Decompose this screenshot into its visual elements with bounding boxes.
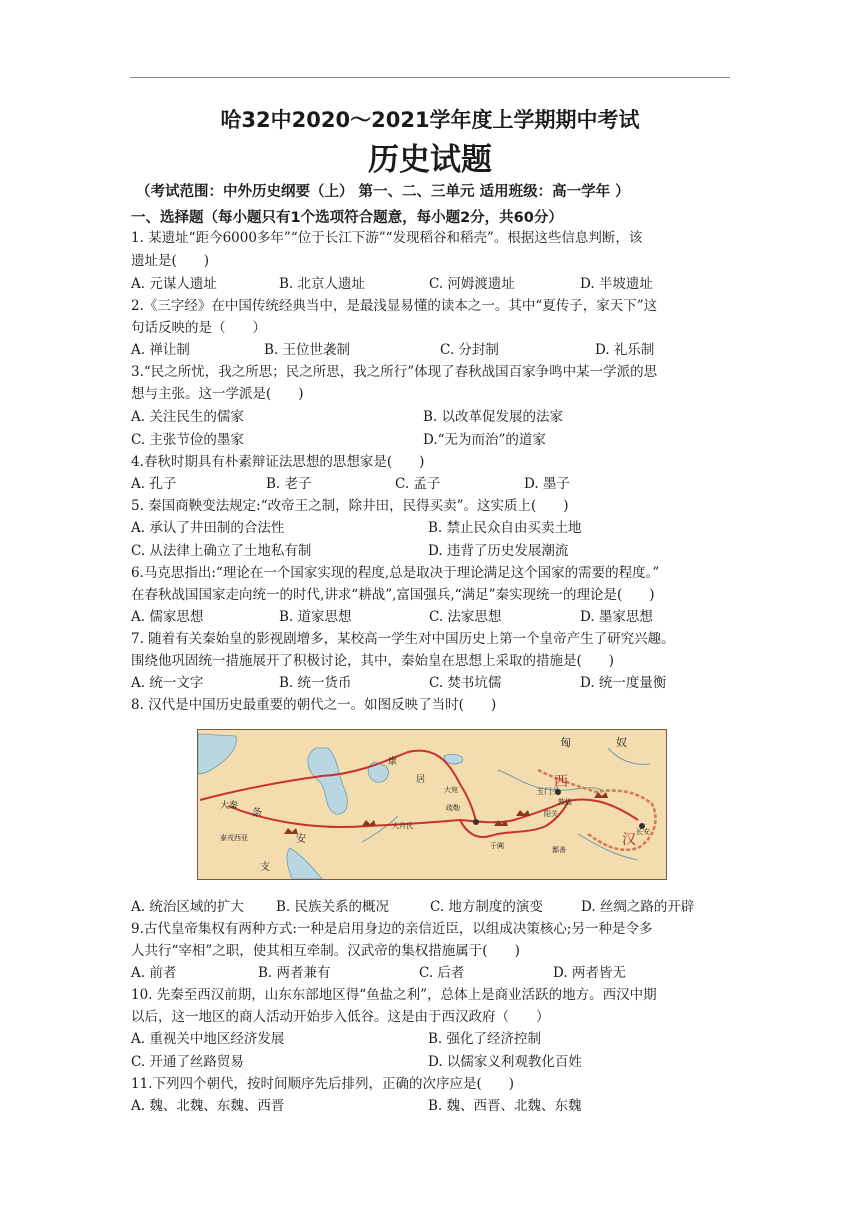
question-9-stem-line-2: 人共行“宰相”之职，使其相互牵制。汉武帝的集权措施属于( ) (131, 943, 520, 959)
question-1-option-a: A. 元谋人遗址 (131, 276, 217, 292)
question-10-option-b: B. 强化了经济控制 (428, 1031, 542, 1047)
question-1-stem-line-2: 遗址是( ) (131, 253, 210, 269)
map-label-changan: 长安 (636, 828, 650, 836)
question-11-stem: 11.下列四个朝代，按时间顺序先后排列，正确的次序应是( ) (131, 1076, 515, 1092)
question-9-option-d: D. 两者皆无 (553, 965, 626, 981)
map-label-xiongnu-1: 匈 (560, 736, 571, 749)
section-heading: 一、选择题（每小题只有1个选项符合题意，每小题2分，共60分） (131, 210, 563, 226)
question-6-option-c: C. 法家思想 (429, 609, 502, 625)
question-8-option-c: C. 地方制度的演变 (430, 899, 543, 915)
question-7-stem-line-1: 7. 随着有关秦始皇的影视剧增多，某校高一学生对中国历史上第一个皇帝产生了研究兴趣。 (131, 631, 675, 647)
question-2-option-b: B. 王位世袭制 (264, 342, 351, 358)
question-9-option-c: C. 后者 (419, 965, 465, 981)
map-label-kangju-2: 居 (416, 775, 426, 785)
city-shule (473, 819, 479, 825)
question-7-option-d: D. 统一度量衡 (580, 675, 667, 691)
question-2-stem-line-1: 2.《三字经》在中国传统经典当中，是最浅显易懂的读本之一。其中“夏传子，家天下”这 (131, 298, 658, 314)
question-10-option-a: A. 重视关中地区经济发展 (131, 1031, 285, 1047)
question-6-option-b: B. 道家思想 (279, 609, 352, 625)
question-9-option-b: B. 两者兼有 (258, 965, 331, 981)
question-2-option-a: A. 禅让制 (131, 342, 190, 358)
question-7-option-b: B. 统一货币 (279, 675, 352, 691)
exam-title: 哈32中2020～2021学年度上学期期中考试 (220, 108, 640, 132)
map-label-an: 安 (296, 834, 306, 845)
question-6-stem-line-2: 在春秋战国国家走向统一的时代,讲求“耕战”,富国强兵,“满足”秦实现统一的理论是( ) (131, 587, 655, 603)
map-label-tiao: 条 (252, 808, 262, 819)
question-8-stem: 8. 汉代是中国历史最重要的朝代之一。如图反映了当时( ) (131, 697, 497, 713)
question-6-stem-line-1: 6.马克思指出:“理论在一个国家实现的程度,总是取决于理论满足这个国家的需要的程度。” (131, 565, 660, 581)
map-label-daqin: 大秦 (220, 801, 239, 811)
question-10-option-c: C. 开通了丝路贸易 (131, 1054, 244, 1070)
question-4-stem: 4.春秋时期具有朴素辩证法思想的思想家是( ) (131, 454, 425, 470)
question-8-option-b: B. 民族关系的概况 (276, 899, 390, 915)
map-label-yutian: 于阗 (490, 842, 504, 850)
question-2-option-c: C. 分封制 (440, 342, 499, 358)
question-5-stem: 5. 秦国商鞅变法规定:“改帝王之制，除井田，民得买卖”。这实质上( ) (131, 498, 569, 514)
question-6-option-d: D. 墨家思想 (580, 609, 653, 625)
exam-subtitle: 历史试题 (368, 142, 492, 178)
question-11-option-a: A. 魏、北魏、东魏、西晋 (131, 1098, 285, 1114)
question-1-option-b: B. 北京人遗址 (279, 276, 366, 292)
question-7-stem-line-2: 围绕他巩固统一措施展开了积极讨论，其中，秦始皇在思想上采取的措施是( ) (131, 653, 615, 669)
question-4-option-b: B. 老子 (266, 476, 312, 492)
header-rule (130, 77, 730, 78)
question-3-option-a: A. 关注民生的儒家 (131, 409, 244, 425)
question-8-option-d: D. 丝绸之路的开辟 (581, 899, 695, 915)
question-10-stem-line-2: 以后，这一地区的商人活动开始步入低谷。这是由于西汉政府（ ） (131, 1009, 550, 1025)
question-9-option-a: A. 前者 (131, 965, 177, 981)
question-8-option-a: A. 统治区域的扩大 (131, 899, 244, 915)
question-10-stem-line-1: 10. 先秦至西汉前期，山东东部地区得“鱼盐之利”，总体上是商业活跃的地方。西汉中期 (131, 987, 657, 1003)
question-3-option-c: C. 主张节俭的墨家 (131, 432, 244, 448)
map-label-xiongnu-2: 奴 (616, 736, 627, 749)
han-silk-road-map (197, 729, 667, 880)
map-label-zhi: 支 (260, 862, 270, 873)
question-1-option-c: C. 河姆渡遗址 (429, 276, 515, 292)
question-11-option-b: B. 魏、西晋、北魏、东魏 (428, 1098, 582, 1114)
question-5-option-b: B. 禁止民众自由买卖土地 (428, 520, 582, 536)
question-2-stem-line-2: 句话反映的是（ ） (131, 320, 266, 336)
map-label-dayuan: 大宛 (444, 786, 458, 794)
map-label-xi: 西 (554, 774, 568, 790)
map-label-shanshan: 鄯善 (552, 846, 566, 854)
question-5-option-d: D. 违背了历史发展潮流 (428, 543, 569, 559)
question-6-option-a: A. 儒家思想 (131, 609, 204, 625)
map-label-yumenguan: 玉门关 (536, 787, 560, 796)
exam-scope: （考试范围：中外历史纲要（上） 第一、二、三单元 适用班级：高一学年 ） (136, 184, 630, 200)
question-7-option-c: C. 焚书坑儒 (429, 675, 502, 691)
map-label-kangju-1: 康 (388, 757, 398, 767)
question-4-option-a: A. 孔子 (131, 476, 177, 492)
map-label-yangguan: 阳关 (544, 810, 558, 818)
question-3-option-b: B. 以改革促发展的法家 (423, 409, 564, 425)
question-10-option-d: D. 以儒家义利观教化百姓 (428, 1054, 582, 1070)
map-label-shule: 疏勒 (446, 804, 460, 812)
question-3-stem-line-2: 想与主张。这一学派是( ) (131, 386, 304, 402)
map-label-dunhuang: 敦煌 (558, 798, 572, 806)
question-1-stem-line-1: 1. 某遗址“距今6000多年”“位于长江下游”“发现稻谷和稻壳”。根据这些信息判断，该 (131, 230, 643, 246)
question-7-option-a: A. 统一文字 (131, 675, 204, 691)
question-3-option-d: D.“无为而治”的道家 (423, 432, 546, 448)
question-1-option-d: D. 半坡遗址 (580, 276, 653, 292)
question-9-stem-line-1: 9.古代皇帝集权有两种方式:一种是启用身边的亲信近臣，以组成决策核心;另一种是令多 (131, 921, 653, 937)
question-5-option-a: A. 承认了井田制的合法性 (131, 520, 285, 536)
map-label-taorongxiya: 泰戎西亚 (220, 834, 248, 842)
question-3-stem-line-1: 3.“民之所忧，我之所思；民之所思，我之所行”体现了春秋战国百家争鸣中某一学派的思 (131, 364, 658, 380)
map-label-han: 汉 (622, 832, 636, 848)
question-5-option-c: C. 从法律上确立了土地私有制 (131, 543, 312, 559)
question-4-option-d: D. 墨子 (524, 476, 570, 492)
map-label-dayuezhi: 大月氏 (392, 822, 413, 830)
question-2-option-d: D. 礼乐制 (595, 342, 655, 358)
question-4-option-c: C. 孟子 (395, 476, 441, 492)
